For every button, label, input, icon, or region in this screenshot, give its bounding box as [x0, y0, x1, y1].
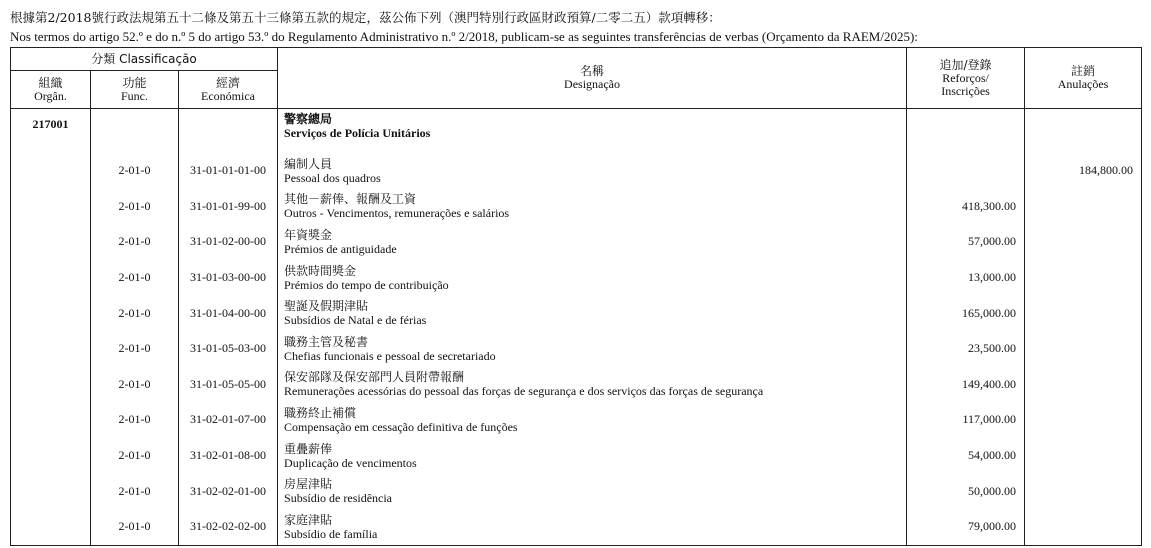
designation-zh: 保安部隊及保安部門人員附帶報酬: [284, 370, 465, 385]
annulment-amount: 184,800.00: [1025, 153, 1142, 189]
function-code: 2-01-0: [91, 509, 179, 545]
designation: [278, 224, 907, 260]
function-code: 2-01-0: [91, 473, 179, 509]
reinforcement-amount: 165,000.00: [907, 295, 1025, 331]
designation-zh: 房屋津貼: [284, 477, 333, 492]
organ-header: 組織 Orgân.: [11, 71, 91, 109]
economic-header: 經濟 Económica: [179, 71, 278, 109]
economic-code: 31-02-02-01-00: [179, 473, 278, 509]
reinforcement-amount: 79,000.00: [907, 509, 1025, 545]
annulment-amount: [1025, 224, 1142, 260]
function-code: 2-01-0: [91, 260, 179, 296]
organ-cell: [11, 331, 91, 367]
table-row: [11, 367, 1142, 403]
reinforcement-amount: 23,500.00: [907, 331, 1025, 367]
organ-cell: [11, 153, 91, 189]
economic-code: 31-01-04-00-00: [179, 295, 278, 331]
designation-zh: 聖誕及假期津貼: [284, 299, 369, 314]
designation-pt: Chefias funcionais e pessoal de secretariado: [284, 348, 496, 363]
function-code: 2-01-0: [91, 402, 179, 438]
reinforcement-amount: 54,000.00: [907, 438, 1025, 474]
organ-cell: [11, 260, 91, 296]
table-row: [11, 153, 1142, 189]
designation-zh: 年資獎金: [284, 227, 333, 242]
annulment-amount: [1025, 509, 1142, 545]
designation: [278, 402, 907, 438]
reinforcement-amount: 13,000.00: [907, 260, 1025, 296]
economic-code: 31-01-05-05-00: [179, 367, 278, 403]
organ-cell: [11, 438, 91, 474]
designation: [278, 473, 907, 509]
table-row: [11, 438, 1142, 474]
designation: [278, 295, 907, 331]
designation: [278, 438, 907, 474]
function-header: 功能 Func.: [91, 71, 179, 109]
table-row: [11, 473, 1142, 509]
reinforcement-amount: [907, 153, 1025, 189]
designation-pt: Prémios de antiguidade: [284, 241, 397, 256]
intro-chinese: 根據第2/2018號行政法規第五十二條及第五十三條第五款的規定，茲公佈下列（澳門特別行政區財政預算/二零二五）款項轉移：: [10, 10, 721, 25]
designation-zh: 編制人員: [284, 156, 333, 171]
designation-zh: 職務主管及秘書: [284, 334, 369, 349]
designation-pt: Remunerações acessórias do pessoal das forças de segurança e dos serviços das forças de segurança: [284, 384, 764, 399]
function-code: 2-01-0: [91, 295, 179, 331]
table-row: [11, 224, 1142, 260]
annulment-amount: [1025, 438, 1142, 474]
function-code: 2-01-0: [91, 331, 179, 367]
organ-row: [11, 109, 1142, 154]
classification-header: 分類 Classificação: [11, 48, 278, 71]
designation-zh: 重疊薪俸: [284, 441, 333, 456]
organ-cell: [11, 367, 91, 403]
reinforcement-amount: 50,000.00: [907, 473, 1025, 509]
designation: [278, 509, 907, 545]
function-code: 2-01-0: [91, 153, 179, 189]
designation-zh: 家庭津貼: [284, 512, 333, 527]
annulment-amount: [1025, 331, 1142, 367]
annulment-amount: [1025, 367, 1142, 403]
organ-name: 警察總局 Serviços de Polícia Unitários: [278, 109, 907, 154]
reinforcement-amount: 418,300.00: [907, 189, 1025, 225]
designation-pt: Prémios do tempo de contribuição: [284, 277, 449, 292]
table-row: [11, 509, 1142, 545]
designation-pt: Subsídio de família: [284, 526, 378, 541]
economic-code: 31-01-01-01-00: [179, 153, 278, 189]
designation-pt: Subsídios de Natal e de férias: [284, 313, 427, 328]
table-row: [11, 331, 1142, 367]
annulment-amount: [1025, 189, 1142, 225]
economic-code: 31-01-03-00-00: [179, 260, 278, 296]
annulment-amount: [1025, 473, 1142, 509]
designation-zh: 職務終止補償: [284, 405, 357, 420]
organ-cell: [11, 473, 91, 509]
designation: [278, 189, 907, 225]
reinforcement-amount: 149,400.00: [907, 367, 1025, 403]
economic-code: 31-02-01-08-00: [179, 438, 278, 474]
reinforcement-amount: 117,000.00: [907, 402, 1025, 438]
designation-pt: Pessoal dos quadros: [284, 170, 381, 185]
table-row: [11, 402, 1142, 438]
annulments-header: 註銷 Anulações: [1025, 48, 1142, 109]
function-code: 2-01-0: [91, 367, 179, 403]
function-code: 2-01-0: [91, 438, 179, 474]
intro-portuguese: Nos termos do artigo 52.º e do n.º 5 do artigo 53.º do Regulamento Administrativo n.º 2/2018, publicam-se as seguintes transferências de verbas (Orçamento da RAEM/2025):: [10, 29, 918, 44]
organ-cell: [11, 295, 91, 331]
function-code: 2-01-0: [91, 224, 179, 260]
designation-pt: Outros - Vencimentos, remunerações e salários: [284, 206, 510, 221]
annulment-amount: [1025, 260, 1142, 296]
designation-header: 名稱 Designação: [278, 48, 907, 109]
designation: [278, 331, 907, 367]
reinforcement-amount: 57,000.00: [907, 224, 1025, 260]
designation-pt: Compensação em cessação definitiva de funções: [284, 419, 518, 434]
economic-code: 31-01-01-99-00: [179, 189, 278, 225]
table-row: [11, 295, 1142, 331]
organ-cell: [11, 509, 91, 545]
organ-cell: [11, 224, 91, 260]
economic-code: 31-02-02-02-00: [179, 509, 278, 545]
organ-code: 217001: [11, 109, 91, 154]
budget-transfer-table: [10, 47, 1142, 546]
economic-code: 31-01-05-03-00: [179, 331, 278, 367]
table-row: [11, 260, 1142, 296]
economic-code: 31-01-02-00-00: [179, 224, 278, 260]
organ-cell: [11, 189, 91, 225]
organ-cell: [11, 402, 91, 438]
annulment-amount: [1025, 402, 1142, 438]
designation-pt: Duplicação de vencimentos: [284, 455, 417, 470]
function-code: 2-01-0: [91, 189, 179, 225]
reinforcements-header: 追加/登錄 Reforços/ Inscrições: [907, 48, 1025, 109]
designation: [278, 260, 907, 296]
economic-code: 31-02-01-07-00: [179, 402, 278, 438]
designation: [278, 153, 907, 189]
designation-pt: Subsídio de residência: [284, 491, 393, 506]
designation-zh: 其他－薪俸、報酬及工資: [284, 192, 417, 207]
designation-zh: 供款時間獎金: [284, 263, 357, 278]
table-row: [11, 189, 1142, 225]
annulment-amount: [1025, 295, 1142, 331]
designation: [278, 367, 907, 403]
